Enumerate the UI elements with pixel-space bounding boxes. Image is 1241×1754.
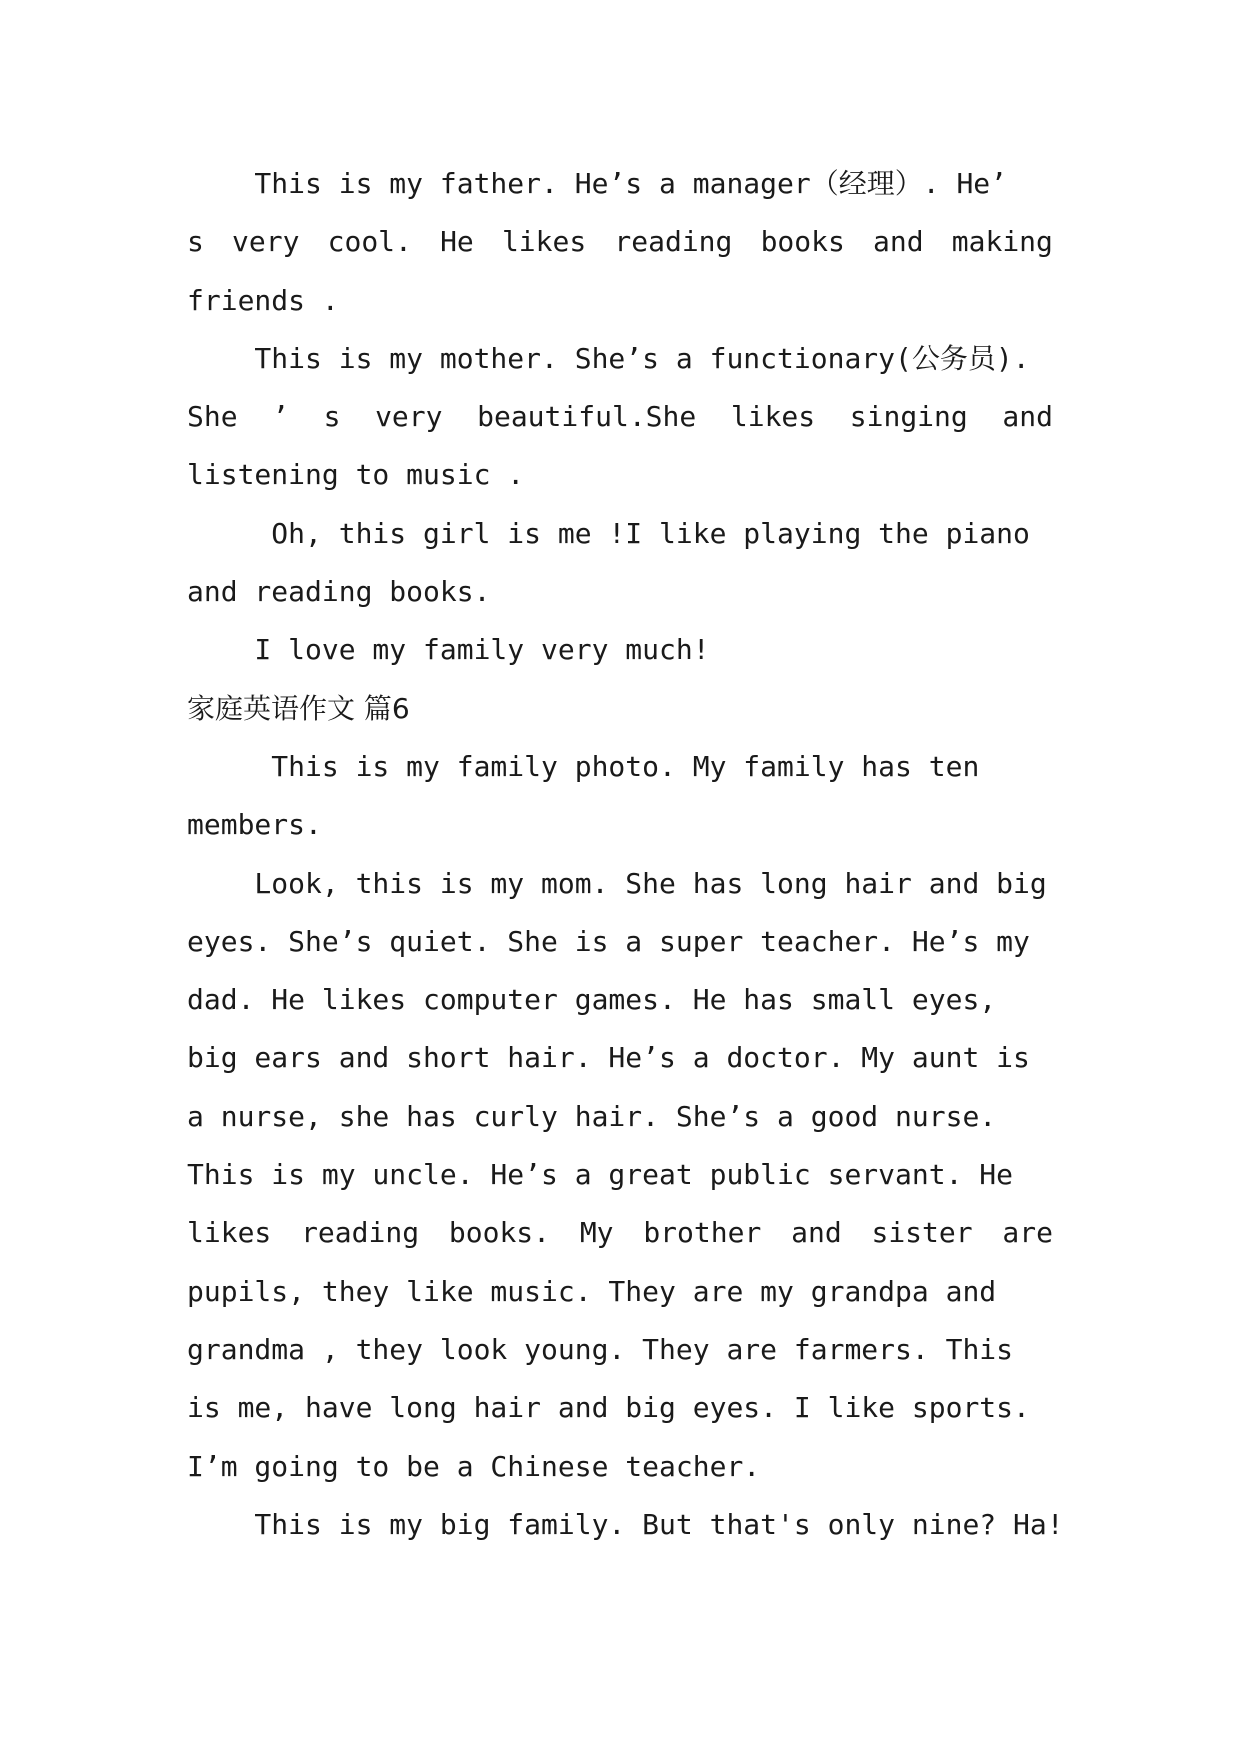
word: s: [187, 225, 204, 259]
word: and: [873, 225, 924, 259]
text-line: [187, 388, 1053, 446]
word: are: [1002, 1216, 1053, 1250]
paragraph: [187, 621, 1053, 679]
word: making: [951, 225, 1053, 259]
paragraph: [187, 1496, 1064, 1554]
word: likes: [730, 400, 816, 434]
text-line: friends .: [187, 283, 339, 317]
word: and: [791, 1216, 842, 1250]
text-line: This is my big family. But that's only nine? Ha!: [187, 1507, 1064, 1541]
word: reading: [301, 1216, 420, 1250]
paragraph: [187, 505, 1053, 622]
text-line: dad. He likes computer games. He has small eyes,: [187, 983, 997, 1017]
paragraph: [187, 738, 1053, 855]
text-line: and reading books.: [187, 575, 491, 609]
word: very: [375, 400, 443, 434]
word: likes: [187, 1216, 272, 1250]
text-line: I love my family very much!: [187, 633, 710, 667]
word: ’: [272, 400, 290, 434]
word: She: [187, 400, 238, 434]
word: and: [1002, 400, 1053, 434]
word: cool.: [327, 225, 412, 259]
text-line: [187, 1204, 1053, 1262]
paragraph: [187, 855, 1053, 1496]
word: sister: [871, 1216, 973, 1250]
text-line: This is my family photo. My family has ten: [187, 749, 980, 783]
document-page: [187, 155, 1064, 1554]
text-line: This is my uncle. He’s a great public servant. He: [187, 1158, 1014, 1192]
text-line: Look, this is my mom. She has long hair and big: [187, 866, 1047, 900]
paragraph: [187, 330, 1053, 505]
word: beautiful.She: [477, 400, 697, 434]
word: s: [323, 400, 341, 434]
text-line: Oh, this girl is me !I like playing the piano: [187, 516, 1030, 550]
text-line: pupils, they like music. They are my grandpa and: [187, 1274, 997, 1308]
text-line: This is my mother. She’s a functionary(公务员).: [187, 341, 1030, 375]
text-line: This is my father. He’s a manager（经理）. He’: [187, 167, 1008, 200]
text-line: [187, 213, 1053, 271]
essay-section-6: [187, 738, 1064, 1554]
text-line: listening to music .: [187, 458, 525, 492]
word: My: [579, 1216, 614, 1250]
word: He: [440, 225, 474, 259]
word: reading: [614, 225, 733, 259]
word: likes: [501, 225, 587, 259]
word: books.: [448, 1216, 551, 1250]
essay-section-5-tail: [187, 155, 1053, 680]
text-line: is me, have long hair and big eyes. I like sports.: [187, 1391, 1030, 1425]
word: very: [232, 225, 300, 259]
text-line: I’m going to be a Chinese teacher.: [187, 1449, 761, 1483]
word: brother: [643, 1216, 762, 1250]
word: books: [760, 225, 845, 259]
paragraph: [187, 155, 1053, 330]
essay-heading: 家庭英语作文 篇6: [187, 691, 410, 725]
word: singing: [849, 400, 968, 434]
text-line: eyes. She’s quiet. She is a super teacher. He’s my: [187, 924, 1030, 958]
text-line: a nurse, she has curly hair. She’s a good nurse.: [187, 1099, 997, 1133]
text-line: members.: [187, 808, 322, 842]
text-line: grandma , they look young. They are farmers. This: [187, 1332, 1014, 1366]
text-line: big ears and short hair. He’s a doctor. My aunt is: [187, 1041, 1030, 1075]
